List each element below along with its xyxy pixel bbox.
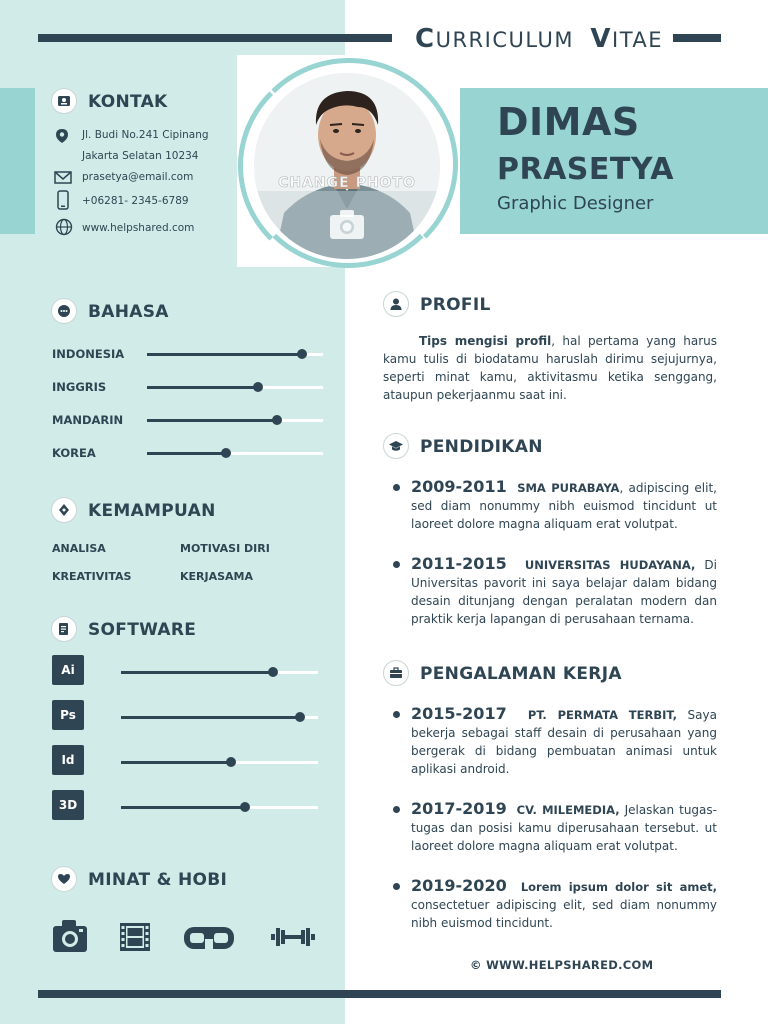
section-title-software: SOFTWARE	[88, 620, 197, 640]
education-entry: 2011-2015 UNIVERSITAS HUDAYANA, Di Universitas pavorit ini saya belajar dalam bidang desain ditunjang dengan peralatan modern dan praktik kerja lapangan di perusahaan ternama.	[411, 554, 717, 626]
website-text[interactable]: www.helpshared.com	[82, 222, 195, 234]
location-pin-icon	[55, 128, 69, 148]
language-level-fill	[147, 353, 302, 356]
document-edit-icon	[51, 616, 77, 642]
bullet	[393, 561, 400, 568]
left-accent-tab	[0, 88, 35, 234]
change-photo-label[interactable]: CHANGE PHOTO	[278, 175, 416, 191]
section-title-kontak: KONTAK	[88, 92, 168, 112]
person-portrait-image	[254, 73, 440, 259]
software-level-knob	[226, 757, 236, 767]
education-entry: 2009-2011 SMA PURABAYA, adipiscing elit, sed diam nonummy nibh euismod tincidunt ut laoreet dolore magna aliquam erat volutpat.	[411, 477, 717, 531]
language-level-fill	[147, 452, 226, 455]
experience-entry: 2019-2020 Lorem ipsum dolor sit amet, consectetuer adipiscing elit, sed diam nonummy nibh euismod tincidunt.	[411, 876, 717, 930]
section-title-minat-hobi: MINAT & HOBI	[88, 870, 228, 890]
email-icon	[54, 169, 72, 188]
experience-entry: 2017-2019 CV. MILEMEDIA, Jelaskan tugas-tugas dan posisi kamu diperusahaan tersebut. ut laoreet dolore magna aliquam erat volutpat.	[411, 799, 717, 853]
language-label: INGGRIS	[52, 380, 107, 394]
software-level-fill	[121, 671, 273, 674]
top-right-bar	[673, 34, 721, 42]
film-icon	[119, 922, 151, 956]
phone-icon	[57, 190, 69, 214]
first-name: DIMAS	[497, 100, 640, 144]
address-line-1: Jl. Budi No.241 Cipinang	[82, 129, 209, 141]
skill-item: MOTIVASI DIRI	[180, 542, 270, 555]
language-label: INDONESIA	[52, 347, 125, 361]
section-title-profil: PROFIL	[420, 295, 491, 315]
document-title: CURRICULUM VITAE	[415, 24, 664, 54]
software-badge: Ai	[52, 655, 84, 685]
footer-website[interactable]: © WWW.HELPSHARED.COM	[470, 958, 654, 972]
graduation-cap-icon	[383, 433, 409, 459]
software-level-knob	[240, 802, 250, 812]
language-level-fill	[147, 386, 258, 389]
speech-bubble-icon	[51, 298, 77, 324]
skill-item: ANALISA	[52, 542, 106, 555]
section-title-kemampuan: KEMAMPUAN	[88, 501, 216, 521]
briefcase-icon	[383, 660, 409, 686]
top-left-bar	[38, 34, 392, 42]
bottom-bar	[38, 990, 721, 998]
software-badge: 3D	[52, 790, 84, 820]
contact-card-icon	[51, 88, 77, 114]
section-title-bahasa: BAHASA	[88, 302, 169, 322]
language-level-knob	[272, 415, 282, 425]
bullet	[393, 883, 400, 890]
last-name: PRASETYA	[497, 152, 674, 187]
profile-photo[interactable]	[254, 73, 440, 259]
profile-paragraph: Tips mengisi profil, hal pertama yang harus kamu tulis di biodatamu haruslah dirimu sejujurnya, seperti minat kamu, aktivitasmu ketika senggang, ataupun pekerjaanmu saat ini.	[383, 334, 717, 402]
bullet	[393, 711, 400, 718]
software-level-fill	[121, 716, 300, 719]
language-label: KOREA	[52, 446, 96, 460]
language-label: MANDARIN	[52, 413, 124, 427]
heart-icon	[51, 866, 77, 892]
dumbbell-icon	[270, 925, 316, 953]
address-line-2: Jakarta Selatan 10234	[82, 150, 199, 162]
software-badge: Id	[52, 745, 84, 775]
language-level-knob	[221, 448, 231, 458]
bullet	[393, 806, 400, 813]
software-level-knob	[295, 712, 305, 722]
section-title-pengalaman-kerja: PENGALAMAN KERJA	[420, 664, 622, 684]
skill-item: KREATIVITAS	[52, 570, 132, 583]
pen-nib-icon	[51, 497, 77, 523]
person-icon	[383, 291, 409, 317]
camera-icon	[52, 919, 88, 957]
phone-text: +06281- 2345-6789	[82, 195, 189, 207]
email-text[interactable]: prasetya@email.com	[82, 171, 194, 183]
experience-entry: 2015-2017 PT. PERMATA TERBIT, Saya bekerja sebagai staff desain di perusahaan yang bergerak di bidang pembuatan animasi untuk aplikasi android.	[411, 704, 717, 776]
software-level-fill	[121, 806, 245, 809]
job-title: Graphic Designer	[497, 193, 654, 214]
skill-item: KERJASAMA	[180, 570, 254, 583]
software-level-knob	[268, 667, 278, 677]
globe-icon	[55, 218, 73, 240]
software-level-fill	[121, 761, 231, 764]
bullet	[393, 484, 400, 491]
section-title-pendidikan: PENDIDIKAN	[420, 437, 543, 457]
language-level-fill	[147, 419, 277, 422]
language-level-knob	[297, 349, 307, 359]
language-level-knob	[253, 382, 263, 392]
software-badge: Ps	[52, 700, 84, 730]
vr-glasses-icon	[183, 925, 235, 955]
